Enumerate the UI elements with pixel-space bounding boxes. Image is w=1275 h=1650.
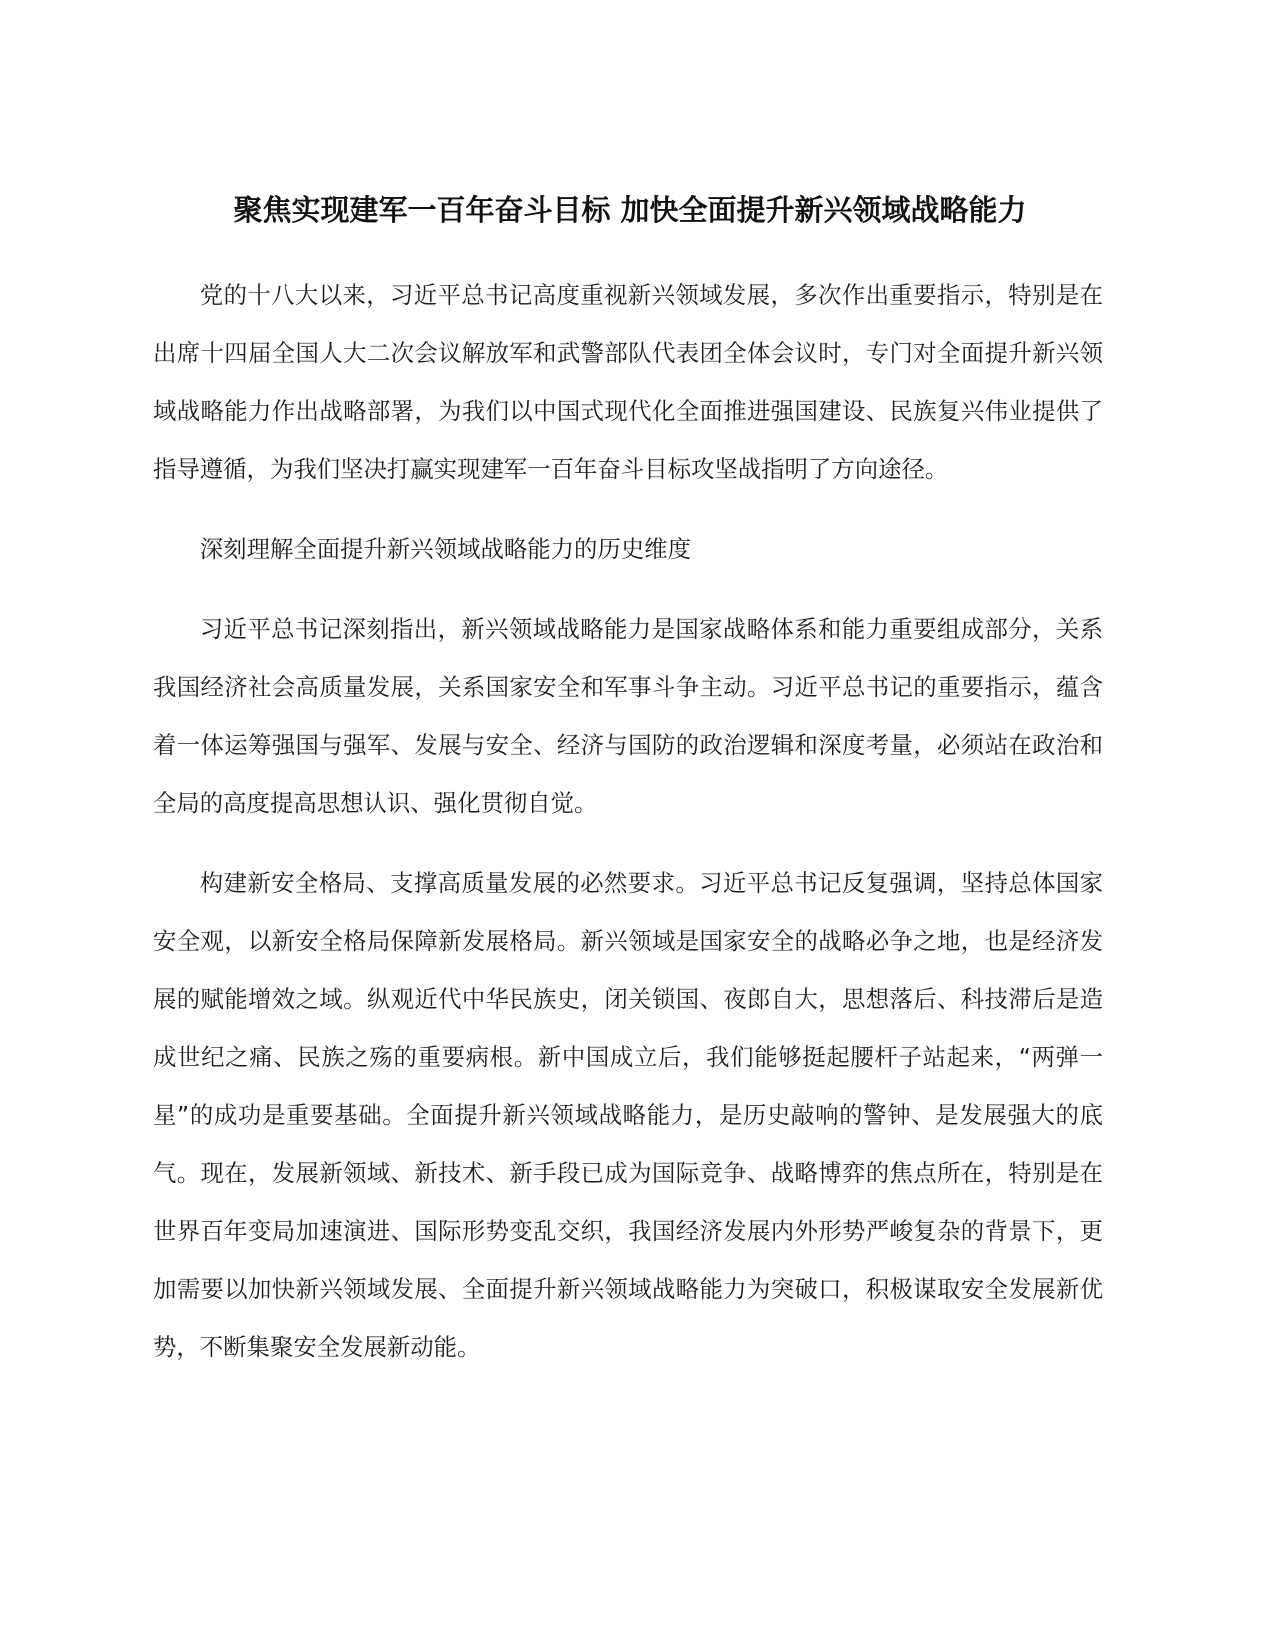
document-body [153,266,1103,1398]
paragraph-security-pattern: 构建新安全格局、支撑高质量发展的必然要求。习近平总书记反复强调，坚持总体国家安全观，以新安全格局保障新发展格局。新兴领域是国家安全的战略必争之地，也是经济发展的赋能增效之域。纵观近代中华民族史，闭关锁国、夜郎自大，思想落后、科技滞后是造成世纪之痛、民族之殇的重要病根。新中国成立后，我们能够挺起腰杆子站起来，“两弹一星”的成功是重要基础。全面提升新兴领域战略能力，是历史敲响的警钟、是发展强大的底气。现在，发展新领域、新技术、新手段已成为国际竞争、战略博弈的焦点所在，特别是在世界百年变局加速演进、国际形势变乱交织，我国经济发展内外形势严峻复杂的背景下，更加需要以加快新兴领域发展、全面提升新兴领域战略能力为突破口，积极谋取安全发展新优势，不断集聚安全发展新动能。 [153,869,1103,1361]
document-title: 聚焦实现建军一百年奋斗目标 加快全面提升新兴领域战略能力 [233,193,1027,227]
paragraph-significance: 习近平总书记深刻指出，新兴领域战略能力是国家战略体系和能力重要组成部分，关系我国经济社会高质量发展，关系国家安全和军事斗争主动。习近平总书记的重要指示，蕴含着一体运筹强国与强军、发展与安全、经济与国防的政治逻辑和深度考量，必须站在政治和全局的高度提高思想认识、强化贯彻自觉。 [153,615,1103,817]
section-heading: 深刻理解全面提升新兴领域战略能力的历史维度 [199,535,691,563]
paragraph-intro: 党的十八大以来，习近平总书记高度重视新兴领域发展，多次作出重要指示，特别是在出席十四届全国人大二次会议解放军和武警部队代表团全体会议时，专门对全面提升新兴领域战略能力作出战略部署，为我们以中国式现代化全面推进强国建设、民族复兴伟业提供了指导遵循，为我们坚决打赢实现建军一百年奋斗目标攻坚战指明了方向途径。 [153,281,1103,483]
